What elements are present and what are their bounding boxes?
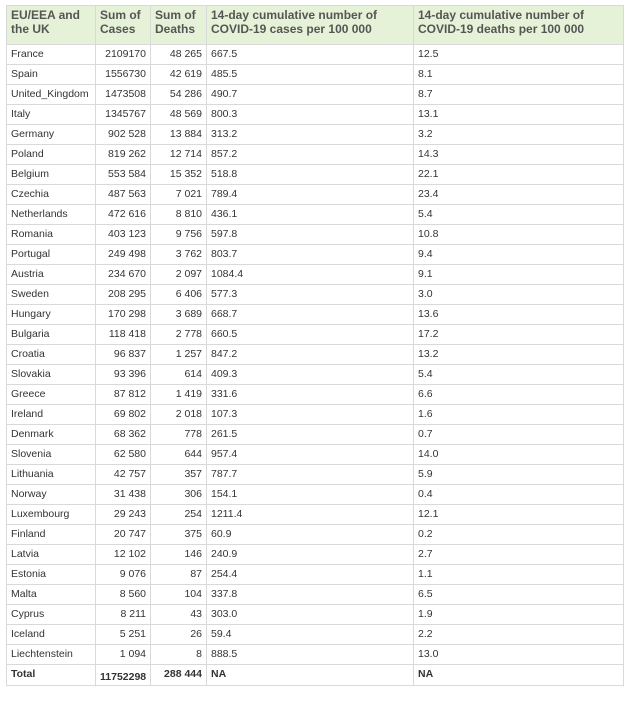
table-row	[7, 245, 624, 265]
cell-14day-deaths-rate: 5.9	[414, 465, 624, 485]
cell-sum-cases: 249 498	[96, 245, 151, 265]
cell-country: Greece	[7, 385, 96, 405]
table-row	[7, 505, 624, 525]
cell-14day-cases-rate: 59.4	[207, 625, 414, 645]
cell-14day-deaths-rate: 8.1	[414, 65, 624, 85]
cell-sum-deaths: 15 352	[151, 165, 207, 185]
cell-sum-cases: 487 563	[96, 185, 151, 205]
cell-country: Belgium	[7, 165, 96, 185]
table-row	[7, 465, 624, 485]
cell-country: Norway	[7, 485, 96, 505]
cell-14day-cases-rate: 261.5	[207, 425, 414, 445]
cell-sum-cases: 1345767	[96, 105, 151, 125]
cell-sum-cases: 819 262	[96, 145, 151, 165]
cell-sum-cases: 472 616	[96, 205, 151, 225]
cell-sum-deaths: 12 714	[151, 145, 207, 165]
cell-14day-cases-rate: 888.5	[207, 645, 414, 665]
table-row	[7, 125, 624, 145]
cell-sum-cases: 96 837	[96, 345, 151, 365]
table-row	[7, 565, 624, 585]
cell-country: Germany	[7, 125, 96, 145]
header-14day-cases-rate: 14-day cumulative number of COVID-19 cases per 100 000	[207, 6, 414, 45]
cell-sum-cases: 208 295	[96, 285, 151, 305]
cell-sum-cases: 403 123	[96, 225, 151, 245]
cell-14day-cases-rate: 337.8	[207, 585, 414, 605]
cell-14day-cases-rate: 668.7	[207, 305, 414, 325]
cell-14day-deaths-rate: 23.4	[414, 185, 624, 205]
cell-14day-cases-rate: 331.6	[207, 385, 414, 405]
cell-14day-deaths-rate: 1.6	[414, 405, 624, 425]
cell-sum-deaths: 6 406	[151, 285, 207, 305]
cell-14day-cases-rate: 597.8	[207, 225, 414, 245]
cell-country: Bulgaria	[7, 325, 96, 345]
cell-sum-cases: 62 580	[96, 445, 151, 465]
cell-14day-cases-rate: 787.7	[207, 465, 414, 485]
total-row	[7, 665, 624, 686]
cell-14day-deaths-rate: 0.2	[414, 525, 624, 545]
cell-country: Lithuania	[7, 465, 96, 485]
cell-14day-cases-rate: 490.7	[207, 85, 414, 105]
cell-country: Malta	[7, 585, 96, 605]
cell-sum-deaths: 2 018	[151, 405, 207, 425]
cell-14day-cases-rate: 485.5	[207, 65, 414, 85]
cell-14day-cases-rate: 577.3	[207, 285, 414, 305]
cell-sum-cases: 553 584	[96, 165, 151, 185]
cell-14day-deaths-rate: 13.0	[414, 645, 624, 665]
table-row	[7, 105, 624, 125]
cell-country: Denmark	[7, 425, 96, 445]
cell-sum-cases: 87 812	[96, 385, 151, 405]
cell-sum-deaths: 13 884	[151, 125, 207, 145]
cell-country: Czechia	[7, 185, 96, 205]
cell-14day-deaths-rate: 8.7	[414, 85, 624, 105]
cell-sum-deaths: 357	[151, 465, 207, 485]
cell-14day-deaths-rate: 12.5	[414, 45, 624, 65]
cell-sum-deaths: 1 257	[151, 345, 207, 365]
header-row	[7, 6, 624, 45]
header-14day-deaths-rate: 14-day cumulative number of COVID-19 deaths per 100 000	[414, 6, 624, 45]
cell-country: Slovenia	[7, 445, 96, 465]
cell-sum-deaths: 48 265	[151, 45, 207, 65]
table-row	[7, 65, 624, 85]
cell-14day-deaths-rate: 14.3	[414, 145, 624, 165]
cell-country: Italy	[7, 105, 96, 125]
cell-country: Liechtenstein	[7, 645, 96, 665]
cell-sum-deaths: 87	[151, 565, 207, 585]
cell-14day-cases-rate: 667.5	[207, 45, 414, 65]
total-label: Total	[7, 665, 96, 686]
cell-14day-cases-rate: 107.3	[207, 405, 414, 425]
cell-14day-deaths-rate: 1.9	[414, 605, 624, 625]
cell-country: Slovakia	[7, 365, 96, 385]
table-row	[7, 385, 624, 405]
cell-14day-cases-rate: 409.3	[207, 365, 414, 385]
cell-sum-cases: 1556730	[96, 65, 151, 85]
header-sum-cases: Sum of Cases	[96, 6, 151, 45]
cell-sum-deaths: 644	[151, 445, 207, 465]
table-row	[7, 485, 624, 505]
cell-sum-cases: 234 670	[96, 265, 151, 285]
cell-sum-deaths: 3 762	[151, 245, 207, 265]
cell-14day-deaths-rate: 13.6	[414, 305, 624, 325]
cell-sum-cases: 8 560	[96, 585, 151, 605]
table-row	[7, 425, 624, 445]
cell-sum-cases: 42 757	[96, 465, 151, 485]
cell-14day-deaths-rate: 1.1	[414, 565, 624, 585]
cell-14day-cases-rate: 1084.4	[207, 265, 414, 285]
total-14day-deaths-rate: NA	[414, 665, 624, 686]
table-row	[7, 645, 624, 665]
cell-14day-cases-rate: 240.9	[207, 545, 414, 565]
cell-country: Spain	[7, 65, 96, 85]
table-row	[7, 265, 624, 285]
cell-country: Sweden	[7, 285, 96, 305]
cell-14day-cases-rate: 660.5	[207, 325, 414, 345]
cell-sum-deaths: 375	[151, 525, 207, 545]
cell-country: Hungary	[7, 305, 96, 325]
cell-sum-deaths: 254	[151, 505, 207, 525]
total-deaths: 288 444	[151, 665, 207, 686]
cell-14day-deaths-rate: 6.5	[414, 585, 624, 605]
cell-sum-deaths: 8	[151, 645, 207, 665]
cell-country: Finland	[7, 525, 96, 545]
table-row	[7, 545, 624, 565]
cell-14day-deaths-rate: 14.0	[414, 445, 624, 465]
cell-14day-cases-rate: 254.4	[207, 565, 414, 585]
table-row	[7, 525, 624, 545]
table-row	[7, 605, 624, 625]
cell-sum-cases: 2109170	[96, 45, 151, 65]
cell-14day-cases-rate: 957.4	[207, 445, 414, 465]
cell-country: United_Kingdom	[7, 85, 96, 105]
cell-14day-cases-rate: 154.1	[207, 485, 414, 505]
cell-sum-deaths: 54 286	[151, 85, 207, 105]
cell-14day-cases-rate: 800.3	[207, 105, 414, 125]
cell-14day-deaths-rate: 9.4	[414, 245, 624, 265]
cell-sum-deaths: 2 778	[151, 325, 207, 345]
table-row	[7, 445, 624, 465]
table-body	[7, 45, 624, 665]
table-row	[7, 585, 624, 605]
cell-sum-deaths: 306	[151, 485, 207, 505]
cell-sum-cases: 118 418	[96, 325, 151, 345]
cell-14day-cases-rate: 857.2	[207, 145, 414, 165]
cell-sum-cases: 170 298	[96, 305, 151, 325]
cell-14day-cases-rate: 803.7	[207, 245, 414, 265]
cell-14day-cases-rate: 518.8	[207, 165, 414, 185]
header-sum-deaths: Sum of Deaths	[151, 6, 207, 45]
table-row	[7, 85, 624, 105]
cell-sum-deaths: 104	[151, 585, 207, 605]
cell-14day-deaths-rate: 3.2	[414, 125, 624, 145]
covid-summary-table	[6, 5, 624, 686]
cell-country: Iceland	[7, 625, 96, 645]
cell-14day-cases-rate: 436.1	[207, 205, 414, 225]
cell-sum-cases: 9 076	[96, 565, 151, 585]
cell-sum-cases: 68 362	[96, 425, 151, 445]
table-total	[7, 665, 624, 686]
cell-country: Austria	[7, 265, 96, 285]
cell-sum-cases: 8 211	[96, 605, 151, 625]
cell-14day-deaths-rate: 0.4	[414, 485, 624, 505]
table-row	[7, 305, 624, 325]
cell-14day-deaths-rate: 5.4	[414, 365, 624, 385]
cell-sum-cases: 20 747	[96, 525, 151, 545]
cell-country: Netherlands	[7, 205, 96, 225]
cell-country: Croatia	[7, 345, 96, 365]
cell-sum-deaths: 1 419	[151, 385, 207, 405]
cell-country: Luxembourg	[7, 505, 96, 525]
cell-14day-deaths-rate: 2.7	[414, 545, 624, 565]
cell-sum-cases: 31 438	[96, 485, 151, 505]
cell-country: Cyprus	[7, 605, 96, 625]
table-row	[7, 625, 624, 645]
cell-sum-cases: 1473508	[96, 85, 151, 105]
cell-14day-deaths-rate: 10.8	[414, 225, 624, 245]
total-cases: 11752298	[96, 665, 151, 686]
header-country: EU/EEA and the UK	[7, 6, 96, 45]
cell-country: Poland	[7, 145, 96, 165]
cell-sum-cases: 1 094	[96, 645, 151, 665]
cell-country: Ireland	[7, 405, 96, 425]
cell-14day-deaths-rate: 13.1	[414, 105, 624, 125]
cell-14day-cases-rate: 847.2	[207, 345, 414, 365]
cell-country: Latvia	[7, 545, 96, 565]
cell-sum-deaths: 48 569	[151, 105, 207, 125]
cell-sum-deaths: 614	[151, 365, 207, 385]
cell-sum-cases: 5 251	[96, 625, 151, 645]
cell-country: Romania	[7, 225, 96, 245]
table-row	[7, 165, 624, 185]
cell-sum-cases: 69 802	[96, 405, 151, 425]
cell-sum-deaths: 778	[151, 425, 207, 445]
cell-country: France	[7, 45, 96, 65]
cell-sum-cases: 902 528	[96, 125, 151, 145]
cell-14day-cases-rate: 789.4	[207, 185, 414, 205]
cell-sum-cases: 93 396	[96, 365, 151, 385]
table-row	[7, 365, 624, 385]
cell-sum-deaths: 8 810	[151, 205, 207, 225]
cell-14day-deaths-rate: 2.2	[414, 625, 624, 645]
cell-sum-deaths: 26	[151, 625, 207, 645]
total-14day-cases-rate: NA	[207, 665, 414, 686]
cell-14day-cases-rate: 313.2	[207, 125, 414, 145]
table-row	[7, 325, 624, 345]
table-row	[7, 45, 624, 65]
cell-14day-cases-rate: 303.0	[207, 605, 414, 625]
cell-14day-cases-rate: 60.9	[207, 525, 414, 545]
cell-sum-deaths: 43	[151, 605, 207, 625]
cell-sum-deaths: 9 756	[151, 225, 207, 245]
cell-sum-cases: 12 102	[96, 545, 151, 565]
table-row	[7, 205, 624, 225]
cell-14day-deaths-rate: 3.0	[414, 285, 624, 305]
cell-14day-deaths-rate: 6.6	[414, 385, 624, 405]
table-row	[7, 185, 624, 205]
cell-14day-deaths-rate: 5.4	[414, 205, 624, 225]
cell-sum-cases: 29 243	[96, 505, 151, 525]
cell-sum-deaths: 7 021	[151, 185, 207, 205]
cell-14day-deaths-rate: 0.7	[414, 425, 624, 445]
table-row	[7, 405, 624, 425]
cell-sum-deaths: 3 689	[151, 305, 207, 325]
cell-country: Estonia	[7, 565, 96, 585]
cell-14day-deaths-rate: 12.1	[414, 505, 624, 525]
table-row	[7, 345, 624, 365]
table-row	[7, 145, 624, 165]
cell-14day-deaths-rate: 22.1	[414, 165, 624, 185]
cell-14day-deaths-rate: 13.2	[414, 345, 624, 365]
cell-14day-deaths-rate: 17.2	[414, 325, 624, 345]
table-header	[7, 6, 624, 45]
cell-14day-deaths-rate: 9.1	[414, 265, 624, 285]
table-row	[7, 285, 624, 305]
cell-sum-deaths: 42 619	[151, 65, 207, 85]
cell-sum-deaths: 146	[151, 545, 207, 565]
cell-sum-deaths: 2 097	[151, 265, 207, 285]
cell-14day-cases-rate: 1211.4	[207, 505, 414, 525]
table-row	[7, 225, 624, 245]
cell-country: Portugal	[7, 245, 96, 265]
